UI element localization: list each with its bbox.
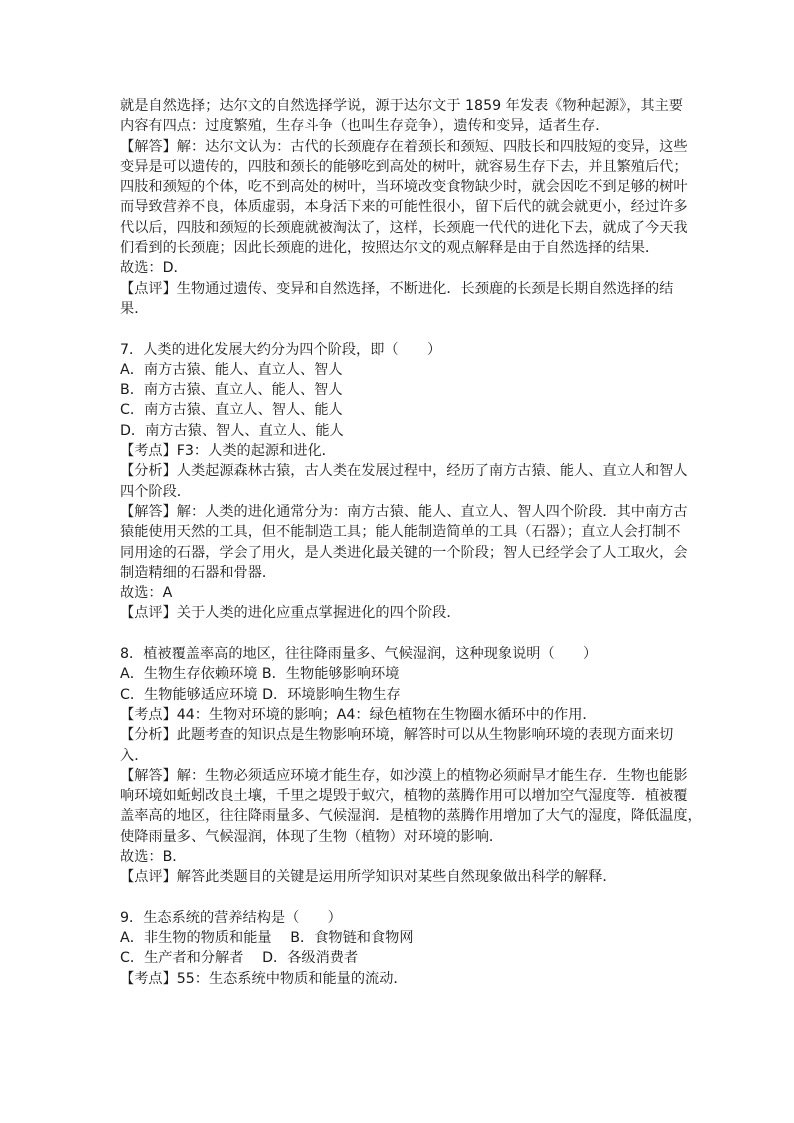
text-line: 7．人类的进化发展大约分为四个阶段，即（ ） [120, 341, 442, 358]
question-block [120, 96, 688, 319]
text-line: 9．生态系统的营养结构是（ ） [120, 909, 342, 926]
text-line: A．非生物的物质和能量 B．食物链和食物网 [120, 930, 414, 947]
text-line: 【考点】44：生物对环境的影响；A4：绿色植物在生物圈水循环中的作用． [120, 706, 597, 723]
text-line: 【考点】55：生态系统中物质和能量的流动． [120, 970, 408, 987]
paragraph-gap [120, 888, 680, 908]
text-line: 代以后，四肢和颈短的长颈鹿就被淘汰了，这样，长颈鹿一代代的进化下去，就成了今天我 [120, 219, 688, 236]
text-line: C．生物能够适应环境 D．环境影响生物生存 [120, 686, 401, 703]
text-line: 8．植被覆盖率高的地区，往往降雨量多、气候湿润，这种现象说明（ ） [120, 646, 598, 663]
text-line: 内容有四点：过度繁殖，生存斗争（也叫生存竞争），遗传和变异，适者生存． [120, 118, 610, 135]
document-page [120, 96, 702, 989]
question-block [120, 644, 702, 888]
text-line: 果． [120, 300, 149, 317]
text-line: 同用途的石器，学会了用火，是人类进化最关键的一个阶段；智人已经学会了人工取火，会 [120, 544, 688, 561]
text-line: 故选：A [120, 585, 173, 602]
text-line: 变异是可以遗传的，四肢和颈长的能够吃到高处的树叶，就容易生存下去，并且繁殖后代； [120, 158, 688, 175]
text-line: 【解答】解：人类的进化通常分为：南方古猿、能人、直立人、智人四个阶段．其中南方古 [120, 503, 688, 520]
text-line: 四个阶段． [120, 483, 191, 500]
text-line: 【点评】生物通过遗传、变异和自然选择，不断进化．长颈鹿的长颈是长期自然选择的结 [120, 280, 674, 297]
text-line: C．南方古猿、直立人、智人、能人 [120, 402, 343, 419]
text-line: 【考点】F3：人类的起源和进化． [120, 443, 336, 460]
text-line: 而导致营养不良，体质虚弱，本身活下来的可能性很小，留下后代的就会就更小，经过许多 [120, 199, 688, 216]
text-line: 猿能使用天然的工具，但不能制造工具；能人能制造简单的工具（石器）；直立人会打制不 [120, 524, 681, 541]
text-line: 【分析】人类起源森林古猿，古人类在发展过程中，经历了南方古猿、能人、直立人和智人 [120, 463, 688, 480]
text-line: B．南方古猿、直立人、能人、智人 [120, 382, 343, 399]
text-line: A．南方古猿、能人、直立人、智人 [120, 361, 343, 378]
text-line: 响环境如蚯蚓改良土壤，千里之堤毁于蚁穴，植物的蒸腾作用可以增加空气湿度等．植被覆 [120, 788, 688, 805]
text-line: 【解答】解：达尔文认为：古代的长颈鹿存在着颈长和颈短、四肢长和四肢短的变异，这些 [120, 138, 688, 155]
text-line: 【点评】解答此类题目的关键是运用所学知识对某些自然现象做出科学的解释． [120, 869, 617, 886]
text-line: 四肢和颈短的个体，吃不到高处的树叶，当环境改变食物缺少时，就会因吃不到足够的树叶 [120, 179, 688, 196]
text-line: C．生产者和分解者 D．各级消费者 [120, 950, 359, 967]
text-line: 【分析】此题考查的知识点是生物影响环境，解答时可以从生物影响环境的表现方面来切 [120, 727, 674, 744]
text-line: 使降雨量多、气候湿润，体现了生物（植物）对环境的影响． [120, 828, 504, 845]
text-line: 故选：B． [120, 848, 187, 865]
text-line: D．南方古猿、智人、直立人、能人 [120, 422, 344, 439]
text-line: 就是自然选择；达尔文的自然选择学说，源于达尔文于 1859 年发表《物种起源》，其主要 [120, 98, 683, 114]
text-line: 盖率高的地区，往往降雨量多、气候湿润．是植物的蒸腾作用增加了大气的湿度，降低温度， [120, 808, 702, 825]
text-line: 们看到的长颈鹿；因此长颈鹿的进化，按照达尔文的观点解释是由于自然选择的结果． [120, 240, 660, 257]
text-line: 入． [120, 747, 149, 764]
paragraph-gap [120, 319, 680, 339]
text-line: 【点评】关于人类的进化应重点掌握进化的四个阶段． [120, 605, 461, 622]
text-line: 制造精细的石器和骨器． [120, 564, 277, 581]
question-block [120, 340, 688, 624]
text-line: 故选：D． [120, 260, 188, 277]
question-block [120, 908, 680, 989]
text-line: 【解答】解：生物必须适应环境才能生存，如沙漠上的植物必须耐旱才能生存．生物也能影 [120, 767, 688, 784]
paragraph-gap [120, 624, 680, 644]
text-line: A．生物生存依赖环境 B．生物能够影响环境 [120, 666, 400, 683]
